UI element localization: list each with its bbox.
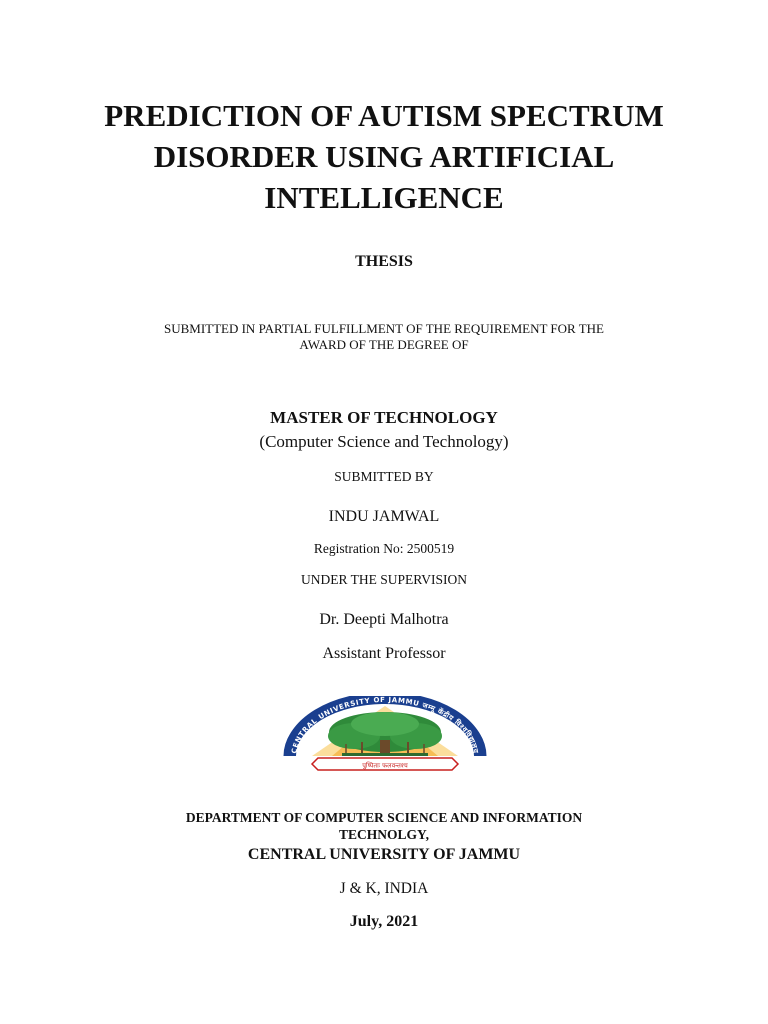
thesis-title-line-3: INTELLIGENCE <box>264 180 504 215</box>
university-name: CENTRAL UNIVERSITY OF JAMMU <box>247 846 521 863</box>
department-name <box>0 809 768 843</box>
motto-banner <box>312 758 458 770</box>
submitted-by-label: SUBMITTED BY <box>334 469 434 484</box>
submission-date: July, 2021 <box>349 913 419 930</box>
university-location: J & K, INDIA <box>339 880 429 897</box>
submission-line-2: AWARD OF THE DEGREE OF <box>299 337 469 352</box>
university-seal-logo <box>282 696 488 772</box>
seal-motto: पुष्पिताः फलवन्तश्च <box>362 761 408 770</box>
author-name: INDU JAMWAL <box>328 508 440 525</box>
supervisor-designation: Assistant Professor <box>322 645 446 662</box>
department-line-2: TECHNOLGY, <box>339 827 429 842</box>
submission-line-1: SUBMITTED IN PARTIAL FULFILLMENT OF THE REQUIREMENT FOR THE <box>163 321 605 336</box>
thesis-title-line-1: PREDICTION OF AUTISM SPECTRUM <box>104 98 664 133</box>
degree-branch: (Computer Science and Technology) <box>259 432 509 451</box>
supervisor-name: Dr. Deepti Malhotra <box>319 611 449 628</box>
degree-name: MASTER OF TECHNOLOGY <box>270 408 498 427</box>
submission-statement <box>0 321 768 353</box>
supervision-label: UNDER THE SUPERVISION <box>301 572 467 587</box>
seal-ring-text: CENTRAL UNIVERSITY OF JAMMU जम्मू केंद्रीय विश्वविद्यालय <box>290 696 480 755</box>
thesis-title <box>0 95 768 218</box>
thesis-title-line-2: DISORDER USING ARTIFICIAL <box>153 139 615 174</box>
registration-number: Registration No: 2500519 <box>313 541 455 556</box>
document-type: THESIS <box>355 253 413 270</box>
department-line-1: DEPARTMENT OF COMPUTER SCIENCE AND INFORMATION <box>185 810 583 825</box>
